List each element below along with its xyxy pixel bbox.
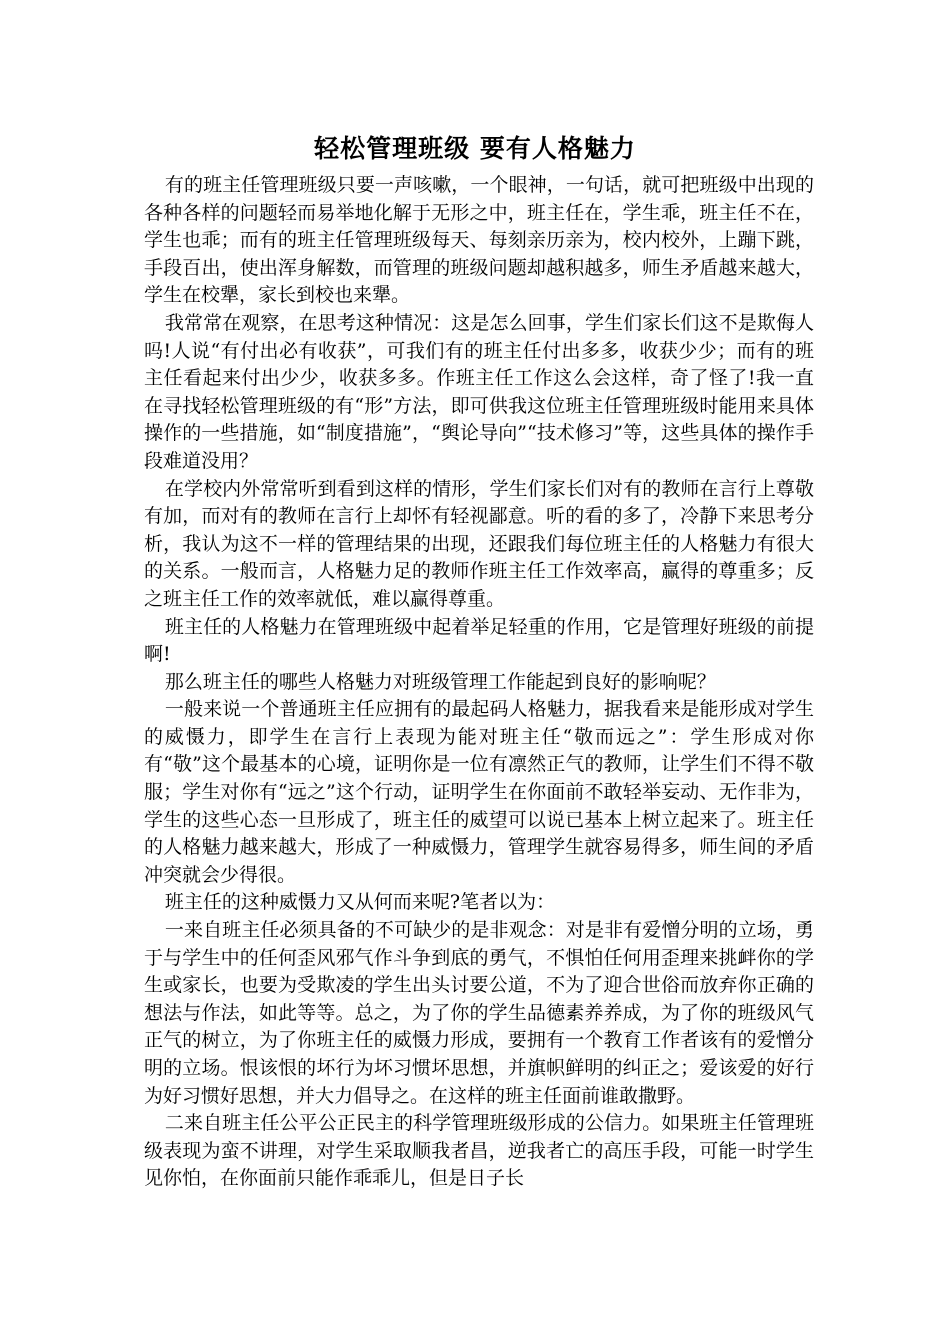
- paragraph-5: 那么班主任的哪些人格魅力对班级管理工作能起到良好的影响呢？: [164, 670, 716, 693]
- paragraph-7: 班主任的这种威慑力又从何而来呢?笔者以为：: [164, 891, 556, 914]
- paragraph-3: 在学校内外常常听到看到这样的情形，学生们家长们对有的教师在言行上尊敬有加，而对有的教师在言行上却怀有轻视鄙意。听的看的多了，冷静下来思考分析，我认为这不一样的管理结果的出现，还跟我们每位班主任的人格魅力有很大的关系。一般而言，人格魅力足的教师作班主任工作效率高，赢得的尊重多；反之班主任工作的效率就低，难以赢得尊重。: [144, 477, 814, 610]
- paragraph-1: 有的班主任管理班级只要一声咳嗽，一个眼神，一句话，就可把班级中出现的各种各样的问题轻而易举地化解于无形之中，班主任在，学生乖，班主任不在，学生也乖；而有的班主任管理班级每天、每刻亲历亲为，校内校外，上蹦下跳，手段百出，使出浑身解数，而管理的班级问题却越积越多，师生矛盾越来越大，学生在校犟，家长到校也来犟。: [144, 174, 814, 307]
- paragraph-2: 我常常在观察，在思考这种情况：这是怎么回事，学生们家长们这不是欺侮人吗!人说“有付出必有收获”，可我们有的班主任付出多多，收获少少；而有的班主任看起来付出少少，收获多多。作班主任工作这么会这样，奇了怪了!我一直在寻找轻松管理班级的有“形”方法，即可供我这位班主任管理班级时能用来具体操作的一些措施，如“制度措施”，“舆论导向”“技术修习”等，这些具体的操作手段难道没用？: [144, 311, 814, 472]
- document-title: 轻松管理班级 要有人格魅力: [314, 134, 636, 163]
- paragraph-6: 一般来说一个普通班主任应拥有的最起码人格魅力，据我看来是能形成对学生的威慑力，即学生在言行上表现为能对班主任“敬而远之”：学生形成对你有“敬”这个最基本的心境，证明你是一位有凛然正气的教师，让学生们不得不敬服；学生对你有“远之”这个行动，证明学生在你面前不敢轻举妄动、无作非为，学生的这些心态一旦形成了，班主任的威望可以说已基本上树立起来了。班主任的人格魅力越来越大，形成了一种威慑力，管理学生就容易得多，师生间的矛盾冲突就会少得很。: [144, 698, 814, 886]
- paragraph-9: 二来自班主任公平公正民主的科学管理班级形成的公信力。如果班主任管理班级表现为蛮不讲理，对学生采取顺我者昌，逆我者亡的高压手段，可能一时学生见你怕，在你面前只能作乖乖儿，但是日子长: [144, 1112, 814, 1190]
- paragraph-8: 一来自班主任必须具备的不可缺少的是非观念：对是非有爱憎分明的立场，勇于与学生中的任何歪风邪气作斗争到底的勇气，不惧怕任何用歪理来挑衅你的学生或家长，也要为受欺凌的学生出头讨要公道，不为了迎合世俗而放弃你正确的想法与作法，如此等等。总之，为了你的学生品德素养养成，为了你的班级风气正气的树立，为了你班主任的威慑力形成，要拥有一个教育工作者该有的爱憎分明的立场。恨该恨的坏行为坏习惯坏思想，并旗帜鲜明的纠正之；爱该爱的好行为好习惯好思想，并大力倡导之。在这样的班主任面前谁敢撒野。: [144, 919, 814, 1107]
- document-body: [144, 172, 814, 1193]
- paragraph-4: 班主任的人格魅力在管理班级中起着举足轻重的作用，它是管理好班级的前提啊!: [144, 615, 814, 666]
